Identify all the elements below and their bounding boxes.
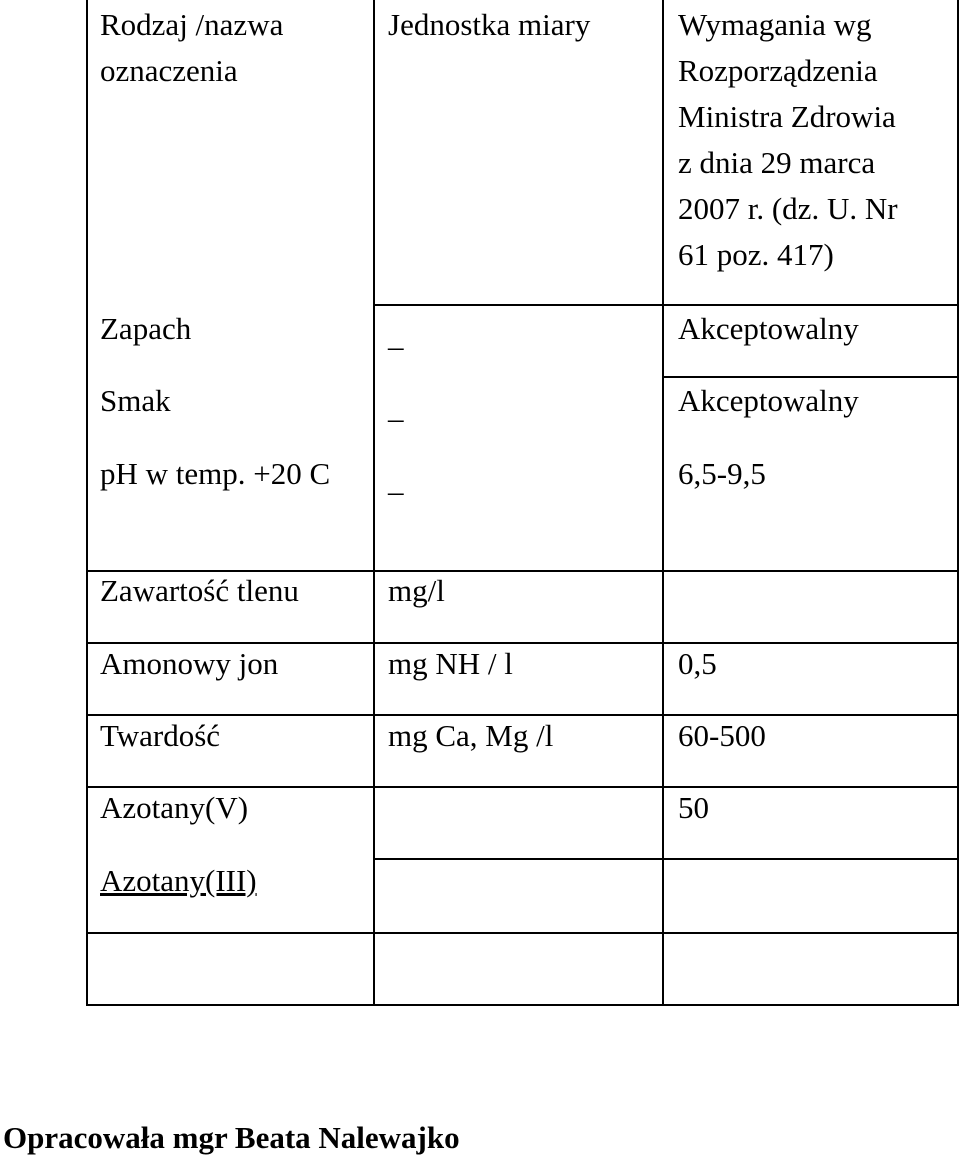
row-requirement: Akceptowalny — [678, 311, 859, 346]
table-border-right — [957, 0, 959, 1006]
row-unit: mg/l — [388, 573, 445, 608]
row-name: Amonowy jon — [100, 646, 279, 681]
row-name: Zawartość tlenu — [100, 573, 299, 608]
row-unit: _ — [388, 318, 404, 353]
author-credit: Opracowała mgr Beata Nalewajko — [3, 1120, 460, 1155]
table-border-col3 — [662, 0, 664, 1006]
row-name: Zapach — [100, 311, 192, 346]
row-requirement: Akceptowalny — [678, 383, 859, 418]
row-requirement: 6,5-9,5 — [678, 456, 766, 491]
row-unit: mg NH / l — [388, 646, 513, 681]
row-unit: _ — [388, 463, 404, 498]
header-requirement-line: 61 poz. 417) — [678, 237, 834, 272]
header-requirement-line: Rozporządzenia — [678, 53, 878, 88]
row-name: pH w temp. +20 C — [100, 456, 331, 491]
row-requirement: 50 — [678, 790, 709, 825]
row-name: Twardość — [100, 718, 221, 753]
header-requirement-line: z dnia 29 marca — [678, 145, 876, 180]
table-row-divider — [373, 304, 958, 306]
table-row-divider — [86, 932, 958, 934]
header-name-line2: oznaczenia — [100, 53, 238, 88]
row-unit: mg Ca, Mg /l — [388, 718, 554, 753]
row-requirement: 0,5 — [678, 646, 717, 681]
header-requirement-line: Ministra Zdrowia — [678, 99, 896, 134]
row-unit: _ — [388, 390, 404, 425]
row-requirement: 60-500 — [678, 718, 766, 753]
row-name: Azotany(III) — [100, 863, 257, 898]
table-border-left — [86, 0, 88, 1006]
header-requirement-line: 2007 r. (dz. U. Nr — [678, 191, 898, 226]
header-unit: Jednostka miary — [388, 7, 591, 42]
header-name-line1: Rodzaj /nazwa — [100, 7, 284, 42]
row-name: Smak — [100, 383, 171, 418]
row-name: Azotany(V) — [100, 790, 249, 825]
table-row-divider — [373, 858, 958, 860]
header-requirement-line: Wymagania wg — [678, 7, 872, 42]
table-border-bottom — [86, 1004, 958, 1006]
table-border-col2 — [373, 0, 375, 1006]
